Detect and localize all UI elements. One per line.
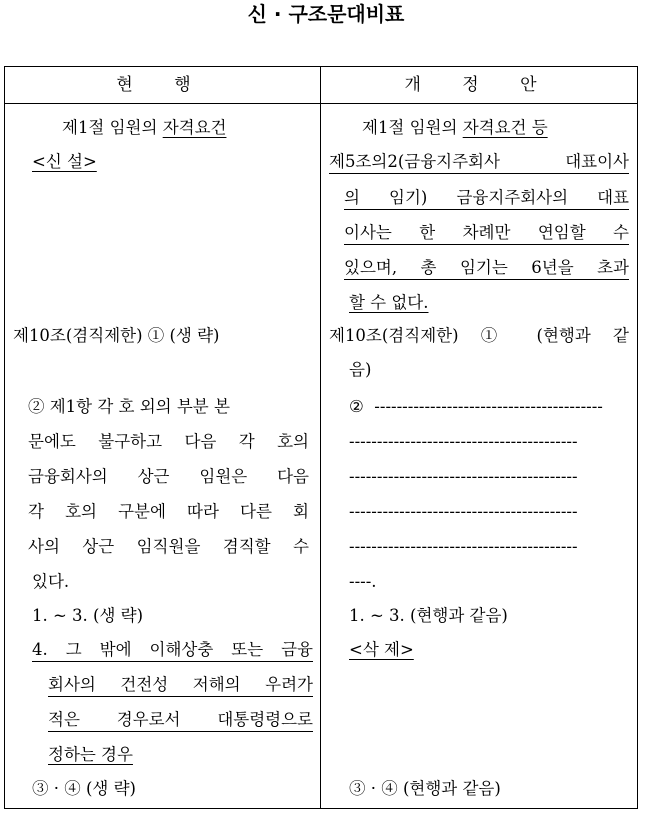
proposed-para3-4: ③ · ④ (현행과 같음) (349, 779, 501, 798)
document-title: 신 · 구조문대비표 (247, 2, 405, 26)
current-item4-line: 정하는 경우 (48, 745, 133, 764)
proposed-items-1-3: 1. ~ 3. (현행과 같음) (349, 606, 508, 625)
proposed-article10-line1: 제10조(겸직제한) ① (현행과 같 (329, 326, 629, 345)
proposed-dash-line: ----------------------------------------- (349, 537, 578, 556)
proposed-section-heading: 제1절 임원의 자격요건 등 (362, 118, 548, 137)
proposed-dash-line: ----------------------------------------- (349, 467, 578, 486)
proposed-art5-line: 제5조의2(금융지주회사 대표이사 (329, 151, 629, 174)
current-para2-line: 사의 상근 임직원을 겸직할 수 (28, 537, 309, 556)
current-para2-last: 있다. (32, 572, 70, 591)
proposed-art5-last: 할 수 없다. (349, 293, 429, 312)
column-divider (320, 67, 321, 808)
current-section-heading: 제1절 임원의 자격요건 (62, 118, 227, 137)
current-para2-line: 금융회사의 상근 임원은 다음 (28, 467, 309, 486)
proposed-art5-line: 이사는 한 차례만 연임할 수 (344, 222, 629, 245)
current-para2-line: ② 제1항 각 호 외의 부분 본 (28, 397, 230, 416)
current-item4-line: 4. 그 밖에 이해상충 또는 금융 (32, 639, 313, 662)
proposed-deleted-marker: <삭 제> (349, 640, 414, 659)
proposed-dash-line: ----------------------------------------- (349, 502, 578, 521)
current-para2-line: 각 호의 구분에 따라 다른 회 (28, 502, 309, 521)
proposed-article10-line2: 음) (349, 360, 372, 379)
current-item4-line: 적은 경우로서 대통령령으로 (48, 709, 313, 732)
proposed-para2-line: ② ----------------------------------------- (349, 397, 603, 416)
header-proposed: 개 정 안 (404, 75, 555, 95)
current-item4-line: 회사의 건전성 저해의 우려가 (48, 674, 313, 697)
proposed-dash-line: ----------------------------------------- (349, 432, 578, 451)
proposed-dash-end: ----. (349, 572, 377, 591)
header-divider (5, 103, 637, 104)
header-current: 현 행 (116, 75, 209, 95)
current-article10: 제10조(겸직제한) ① (생 략) (13, 326, 220, 345)
current-items-1-3: 1. ~ 3. (생 략) (32, 606, 144, 625)
proposed-art5-line: 의 임기) 금융지주회사의 대표 (344, 187, 629, 210)
proposed-art5-line: 있으며, 총 임기는 6년을 초과 (344, 257, 629, 280)
current-para2-line: 문에도 불구하고 다음 각 호의 (28, 432, 309, 451)
current-para3-4: ③ · ④ (생 략) (32, 779, 136, 798)
current-new-marker: <신 설> (32, 152, 97, 171)
